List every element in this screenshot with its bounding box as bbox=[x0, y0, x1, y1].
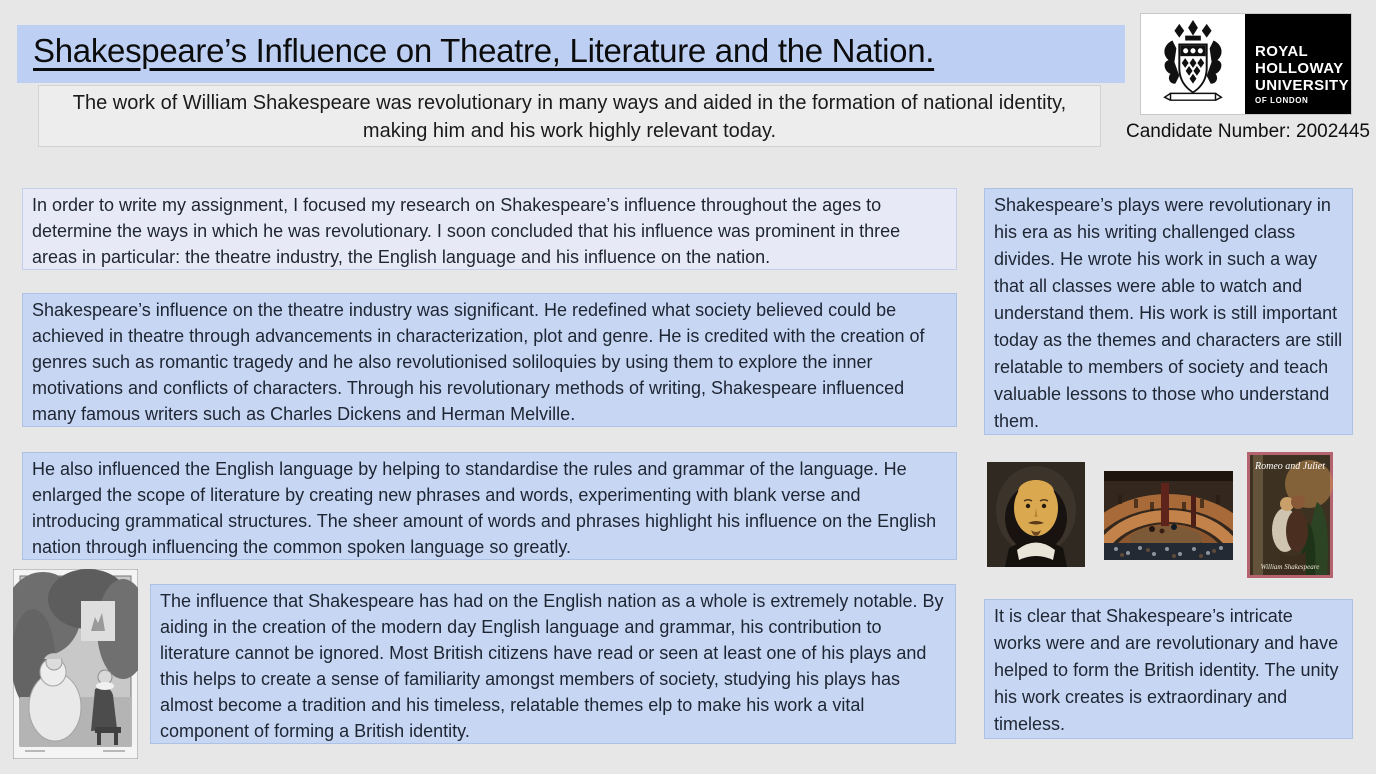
engraving-graphic bbox=[13, 569, 138, 759]
shakespeare-portrait-image bbox=[987, 462, 1085, 567]
subtitle-box bbox=[38, 85, 1101, 147]
title-bar bbox=[17, 25, 1125, 83]
logo-subline: OF LONDON bbox=[1255, 96, 1309, 105]
romeo-juliet-cover-image bbox=[1247, 452, 1333, 578]
nation-paragraph: The influence that Shakespeare has had on the English nation as a whole is extremely notable. By aiding in the creation of the modern day English language and grammar, his contribution to literature cannot be ignored. Most British citizens have read or seen at least one of his plays and this helps to create a sense of familiarity amongst members of society, studying his plays has almost become a tradition and his timeless, relatable themes elp to make his work a vital component of forming a British identity. bbox=[150, 584, 956, 744]
candidate-number: Candidate Number: 2002445 bbox=[1125, 121, 1370, 142]
plays-paragraph: Shakespeare’s plays were revolutionary in his era as his writing challenged class divides. He wrote his work in such a way that all classes were able to watch and understand them. His work is still important today as the themes and characters are still relatable to members of society and teach valuable lessons to those who understand them. bbox=[984, 188, 1353, 435]
language-paragraph: He also influenced the English language by helping to standardise the rules and grammar of the language. He enlarged the scope of literature by creating new phrases and words, experimenting with blank verse and introducing grammatical structures. The sheer amount of words and phrases highlight his influence on the English nation through influencing the common spoken language so greatly. bbox=[22, 452, 957, 560]
royal-holloway-crest-icon bbox=[1141, 14, 1245, 114]
page-title: Shakespeare’s Influence on Theatre, Literature and the Nation. bbox=[33, 32, 935, 69]
theatre-paragraph: Shakespeare’s influence on the theatre industry was significant. He redefined what society believed could be achieved in theatre through advancements in characterization, plot and genre. He is credited with the creation of genres such as romantic tragedy and he also revolutionised soliloquies by using them to explore the inner motivations and conflicts of characters. Through his revolutionary methods of writing, Shakespeare influenced many famous writers such as Charles Dickens and Herman Melville. bbox=[22, 293, 957, 427]
book-cover-graphic bbox=[1247, 452, 1333, 578]
subtitle-text: The work of William Shakespeare was revolutionary in many ways and aided in the formation of national identity, making him and his work highly relevant today. bbox=[72, 92, 1067, 142]
book-title-text: Romeo and Juliet bbox=[1255, 461, 1325, 472]
logo-line-3: UNIVERSITY bbox=[1255, 77, 1350, 94]
logo-text-block bbox=[1245, 14, 1351, 114]
logo-line-2: HOLLOWAY bbox=[1255, 60, 1344, 77]
victorian-engraving-image bbox=[13, 569, 138, 759]
globe-theatre-graphic bbox=[1104, 471, 1233, 560]
intro-paragraph: In order to write my assignment, I focused my research on Shakespeare’s influence throughout the ages to determine the ways in which he was revolutionary. I soon concluded that his influence was prominent in three areas in particular: the theatre industry, the English language and his influence on the nation. bbox=[22, 188, 957, 270]
globe-theatre-image bbox=[1104, 471, 1233, 560]
crest-icon bbox=[1156, 19, 1230, 109]
book-author-text: William Shakespeare bbox=[1260, 563, 1320, 571]
conclusion-paragraph: It is clear that Shakespeare’s intricate works were and are revolutionary and have helped to form the British identity. The unity his work creates is extraordinary and timeless. bbox=[984, 599, 1353, 739]
portrait-graphic bbox=[987, 462, 1085, 567]
university-logo bbox=[1140, 13, 1352, 115]
logo-line-1: ROYAL bbox=[1255, 43, 1309, 60]
